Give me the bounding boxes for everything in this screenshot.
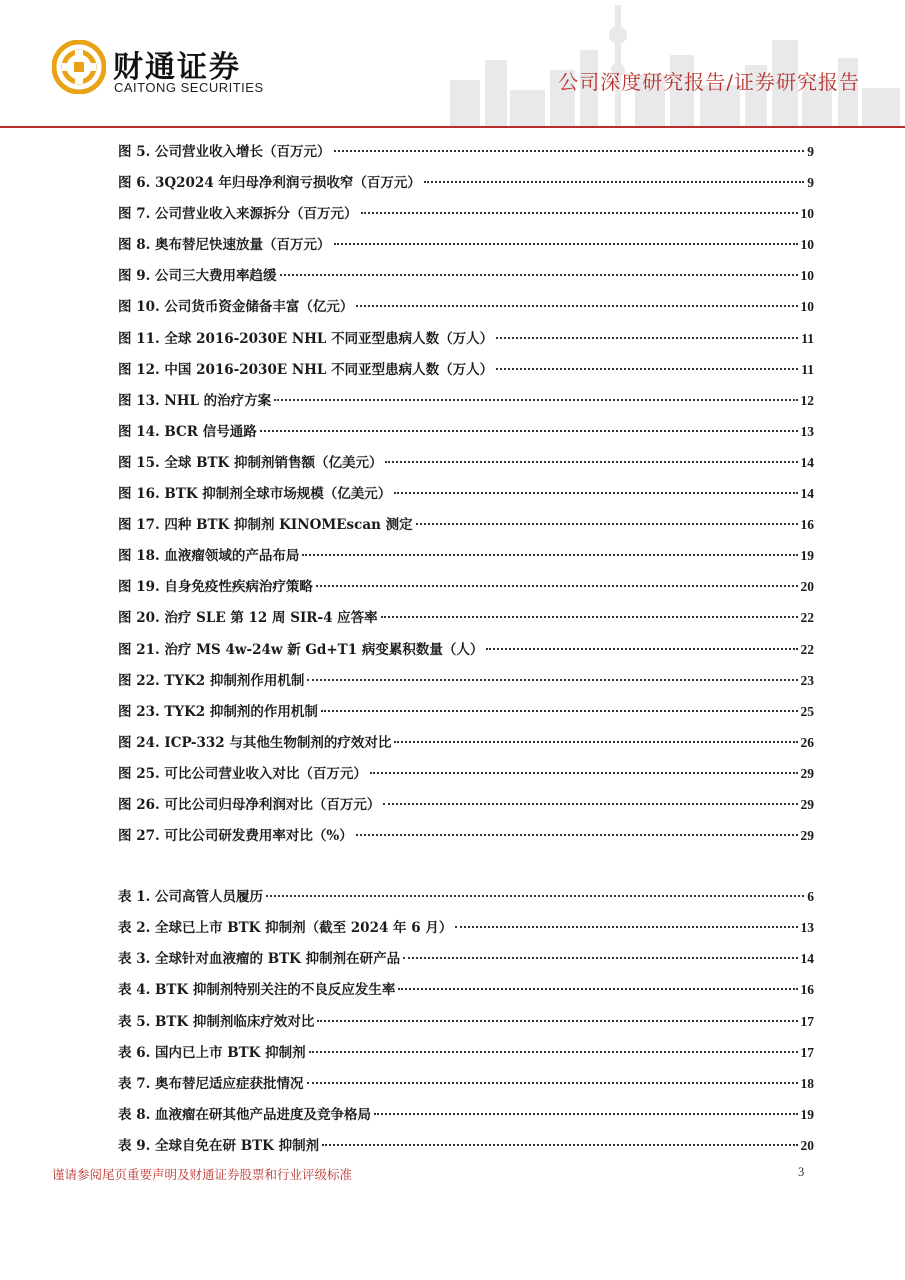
dot-leader xyxy=(394,741,797,743)
toc-entry-label: 表 3. 全球针对血液瘤的 BTK 抑制剂在研产品 xyxy=(118,951,401,968)
dot-leader xyxy=(424,181,804,183)
toc-entry-label: 表 4. BTK 抑制剂特别关注的不良反应发生率 xyxy=(118,982,396,999)
toc-figure-row[interactable] xyxy=(118,389,814,420)
toc-entry-label: 图 15. 全球 BTK 抑制剂销售额（亿美元） xyxy=(118,454,383,471)
dot-leader xyxy=(486,648,797,650)
toc-entry-label: 图 27. 可比公司研发费用率对比（%） xyxy=(118,828,353,845)
toc-entry-page: 9 xyxy=(807,144,814,159)
toc-figure-row[interactable] xyxy=(118,264,814,295)
dot-leader xyxy=(302,554,797,556)
dot-leader xyxy=(394,492,797,494)
dot-leader xyxy=(307,679,797,681)
toc-entry-page: 13 xyxy=(800,423,814,439)
toc-table-row[interactable] xyxy=(118,1103,814,1134)
dot-leader xyxy=(316,585,798,587)
dot-leader xyxy=(266,895,804,897)
dot-leader xyxy=(416,523,798,525)
toc-entry-label: 图 20. 治疗 SLE 第 12 周 SIR-4 应答率 xyxy=(118,610,378,627)
toc-figure-row[interactable] xyxy=(118,295,814,326)
dot-leader xyxy=(307,1082,798,1084)
table-of-contents xyxy=(118,140,814,1165)
toc-table-row[interactable] xyxy=(118,1041,814,1072)
dot-leader xyxy=(383,803,797,805)
toc-table-row[interactable] xyxy=(118,1072,814,1103)
toc-entry-page: 14 xyxy=(800,486,814,502)
toc-entry-label: 图 21. 治疗 MS 4w-24w 新 Gd+T1 病变累积数量（人） xyxy=(118,641,484,658)
toc-entry-label: 图 18. 血液瘤领域的产品布局 xyxy=(118,548,300,565)
report-type-title: 公司深度研究报告/证券研究报告 xyxy=(558,70,860,94)
table-list xyxy=(118,885,814,1165)
dot-leader xyxy=(381,616,798,618)
toc-entry-label: 表 8. 血液瘤在研其他产品进度及竞争格局 xyxy=(118,1106,371,1123)
toc-entry-page: 29 xyxy=(800,796,814,812)
dot-leader xyxy=(334,243,798,245)
dot-leader xyxy=(361,212,798,214)
toc-entry-page: 29 xyxy=(800,765,814,781)
page-number: 3 xyxy=(798,1165,805,1179)
dot-leader xyxy=(309,1051,798,1053)
toc-entry-label: 图 24. ICP-332 与其他生物制剂的疗效对比 xyxy=(118,734,392,751)
toc-entry-page: 9 xyxy=(807,175,814,191)
toc-entry-page: 6 xyxy=(807,889,814,905)
toc-figure-row[interactable] xyxy=(118,327,814,358)
dot-leader xyxy=(356,834,798,836)
toc-figure-row[interactable] xyxy=(118,700,814,731)
toc-entry-page: 10 xyxy=(800,299,814,315)
toc-entry-page: 11 xyxy=(801,361,814,377)
toc-entry-label: 图 11. 全球 2016-2030E NHL 不同亚型患病人数（万人） xyxy=(118,330,494,347)
toc-entry-label: 图 5. 公司营业收入增长（百万元） xyxy=(118,144,331,160)
dot-leader xyxy=(398,988,797,990)
toc-entry-label: 表 7. 奥布替尼适应症获批情况 xyxy=(118,1075,304,1092)
toc-entry-label: 图 25. 可比公司营业收入对比（百万元） xyxy=(118,765,367,782)
toc-entry-page: 14 xyxy=(800,951,814,967)
toc-entry-label: 图 10. 公司货币资金储备丰富（亿元） xyxy=(118,299,354,316)
toc-entry-label: 图 22. TYK2 抑制剂作用机制 xyxy=(118,672,305,689)
toc-figure-row[interactable] xyxy=(118,358,814,389)
toc-figure-row[interactable] xyxy=(118,140,814,171)
toc-figure-row[interactable] xyxy=(118,575,814,606)
toc-figure-row[interactable] xyxy=(118,793,814,824)
toc-figure-row[interactable] xyxy=(118,513,814,544)
toc-entry-page: 17 xyxy=(800,1013,814,1029)
dot-leader xyxy=(370,772,798,774)
toc-entry-page: 20 xyxy=(800,579,814,595)
toc-entry-page: 23 xyxy=(800,672,814,688)
city-skyline-decoration xyxy=(440,0,905,126)
toc-entry-page: 22 xyxy=(800,641,814,657)
toc-entry-page: 10 xyxy=(800,268,814,284)
section-gap xyxy=(118,855,814,885)
dot-leader xyxy=(374,1113,798,1115)
page-header xyxy=(0,0,905,128)
toc-entry-label: 图 26. 可比公司归母净利润对比（百万元） xyxy=(118,796,381,813)
dot-leader xyxy=(455,926,797,928)
toc-figure-row[interactable] xyxy=(118,731,814,762)
toc-entry-page: 16 xyxy=(800,982,814,998)
toc-figure-row[interactable] xyxy=(118,171,814,202)
toc-entry-label: 图 9. 公司三大费用率趋缓 xyxy=(118,268,277,285)
dot-leader xyxy=(280,274,798,276)
toc-figure-row[interactable] xyxy=(118,669,814,700)
toc-entry-label: 图 6. 3Q2024 年归母净利润亏损收窄（百万元） xyxy=(118,175,421,192)
toc-figure-row[interactable] xyxy=(118,638,814,669)
toc-figure-row[interactable] xyxy=(118,544,814,575)
dot-leader xyxy=(356,305,797,307)
toc-entry-page: 13 xyxy=(800,920,814,936)
dot-leader xyxy=(334,150,805,152)
toc-entry-page: 10 xyxy=(800,237,814,253)
toc-entry-label: 图 12. 中国 2016-2030E NHL 不同亚型患病人数（万人） xyxy=(118,361,494,378)
toc-entry-page: 19 xyxy=(800,548,814,564)
dot-leader xyxy=(260,430,798,432)
toc-figure-row[interactable] xyxy=(118,482,814,513)
toc-entry-page: 11 xyxy=(801,330,814,346)
toc-figure-row[interactable] xyxy=(118,762,814,793)
toc-figure-row[interactable] xyxy=(118,202,814,233)
disclaimer-note: 谨请参阅尾页重要声明及财通证券股票和行业评级标准 xyxy=(52,1167,353,1182)
toc-entry-label: 表 6. 国内已上市 BTK 抑制剂 xyxy=(118,1044,306,1061)
toc-entry-label: 图 16. BTK 抑制剂全球市场规模（亿美元） xyxy=(118,486,392,503)
toc-figure-row[interactable] xyxy=(118,233,814,264)
dot-leader xyxy=(322,1144,797,1146)
toc-entry-page: 19 xyxy=(800,1106,814,1122)
toc-entry-page: 22 xyxy=(800,610,814,626)
toc-table-row[interactable] xyxy=(118,1134,814,1165)
toc-entry-label: 表 9. 全球自免在研 BTK 抑制剂 xyxy=(118,1137,320,1154)
dot-leader xyxy=(385,461,797,463)
toc-entry-page: 17 xyxy=(800,1044,814,1060)
toc-figure-row[interactable] xyxy=(118,420,814,451)
logo-english-name: CAITONG SECURITIES xyxy=(114,80,264,95)
toc-table-row[interactable] xyxy=(118,947,814,978)
dot-leader xyxy=(496,368,798,370)
toc-entry-page: 16 xyxy=(800,517,814,533)
dot-leader xyxy=(403,957,797,959)
toc-figure-row[interactable] xyxy=(118,824,814,855)
toc-entry-page: 25 xyxy=(800,703,814,719)
toc-figure-row[interactable] xyxy=(118,451,814,482)
toc-figure-row[interactable] xyxy=(118,606,814,637)
toc-entry-page: 20 xyxy=(800,1137,814,1153)
toc-entry-label: 图 19. 自身免疫性疾病治疗策略 xyxy=(118,579,313,596)
toc-entry-page: 18 xyxy=(800,1075,814,1091)
toc-entry-label: 图 17. 四种 BTK 抑制剂 KINOMEscan 测定 xyxy=(118,517,413,534)
dot-leader xyxy=(496,337,798,339)
toc-entry-label: 图 8. 奥布替尼快速放量（百万元） xyxy=(118,237,331,254)
toc-entry-label: 图 23. TYK2 抑制剂的作用机制 xyxy=(118,703,318,720)
toc-table-row[interactable] xyxy=(118,978,814,1009)
toc-entry-page: 12 xyxy=(800,392,814,408)
header-divider xyxy=(0,126,905,128)
toc-entry-page: 29 xyxy=(800,828,814,844)
caitong-logo-icon xyxy=(52,40,106,94)
dot-leader xyxy=(317,1020,797,1022)
toc-entry-page: 10 xyxy=(800,206,814,222)
toc-table-row[interactable] xyxy=(118,1010,814,1041)
toc-entry-label: 表 5. BTK 抑制剂临床疗效对比 xyxy=(118,1013,315,1030)
toc-entry-label: 表 2. 全球已上市 BTK 抑制剂（截至 2024 年 6 月） xyxy=(118,920,453,937)
logo-chinese-name: 财通证券 xyxy=(113,50,241,85)
toc-entry-page: 14 xyxy=(800,454,814,470)
toc-entry-label: 表 1. 公司高管人员履历 xyxy=(118,889,263,906)
toc-entry-label: 图 13. NHL 的治疗方案 xyxy=(118,392,272,409)
toc-entry-label: 图 7. 公司营业收入来源拆分（百万元） xyxy=(118,206,358,223)
dot-leader xyxy=(321,710,798,712)
dot-leader xyxy=(274,399,797,401)
figure-list xyxy=(118,140,814,855)
toc-entry-label: 图 14. BCR 信号通路 xyxy=(118,423,257,440)
toc-table-row[interactable] xyxy=(118,885,814,916)
toc-entry-page: 26 xyxy=(800,734,814,750)
toc-table-row[interactable] xyxy=(118,916,814,947)
